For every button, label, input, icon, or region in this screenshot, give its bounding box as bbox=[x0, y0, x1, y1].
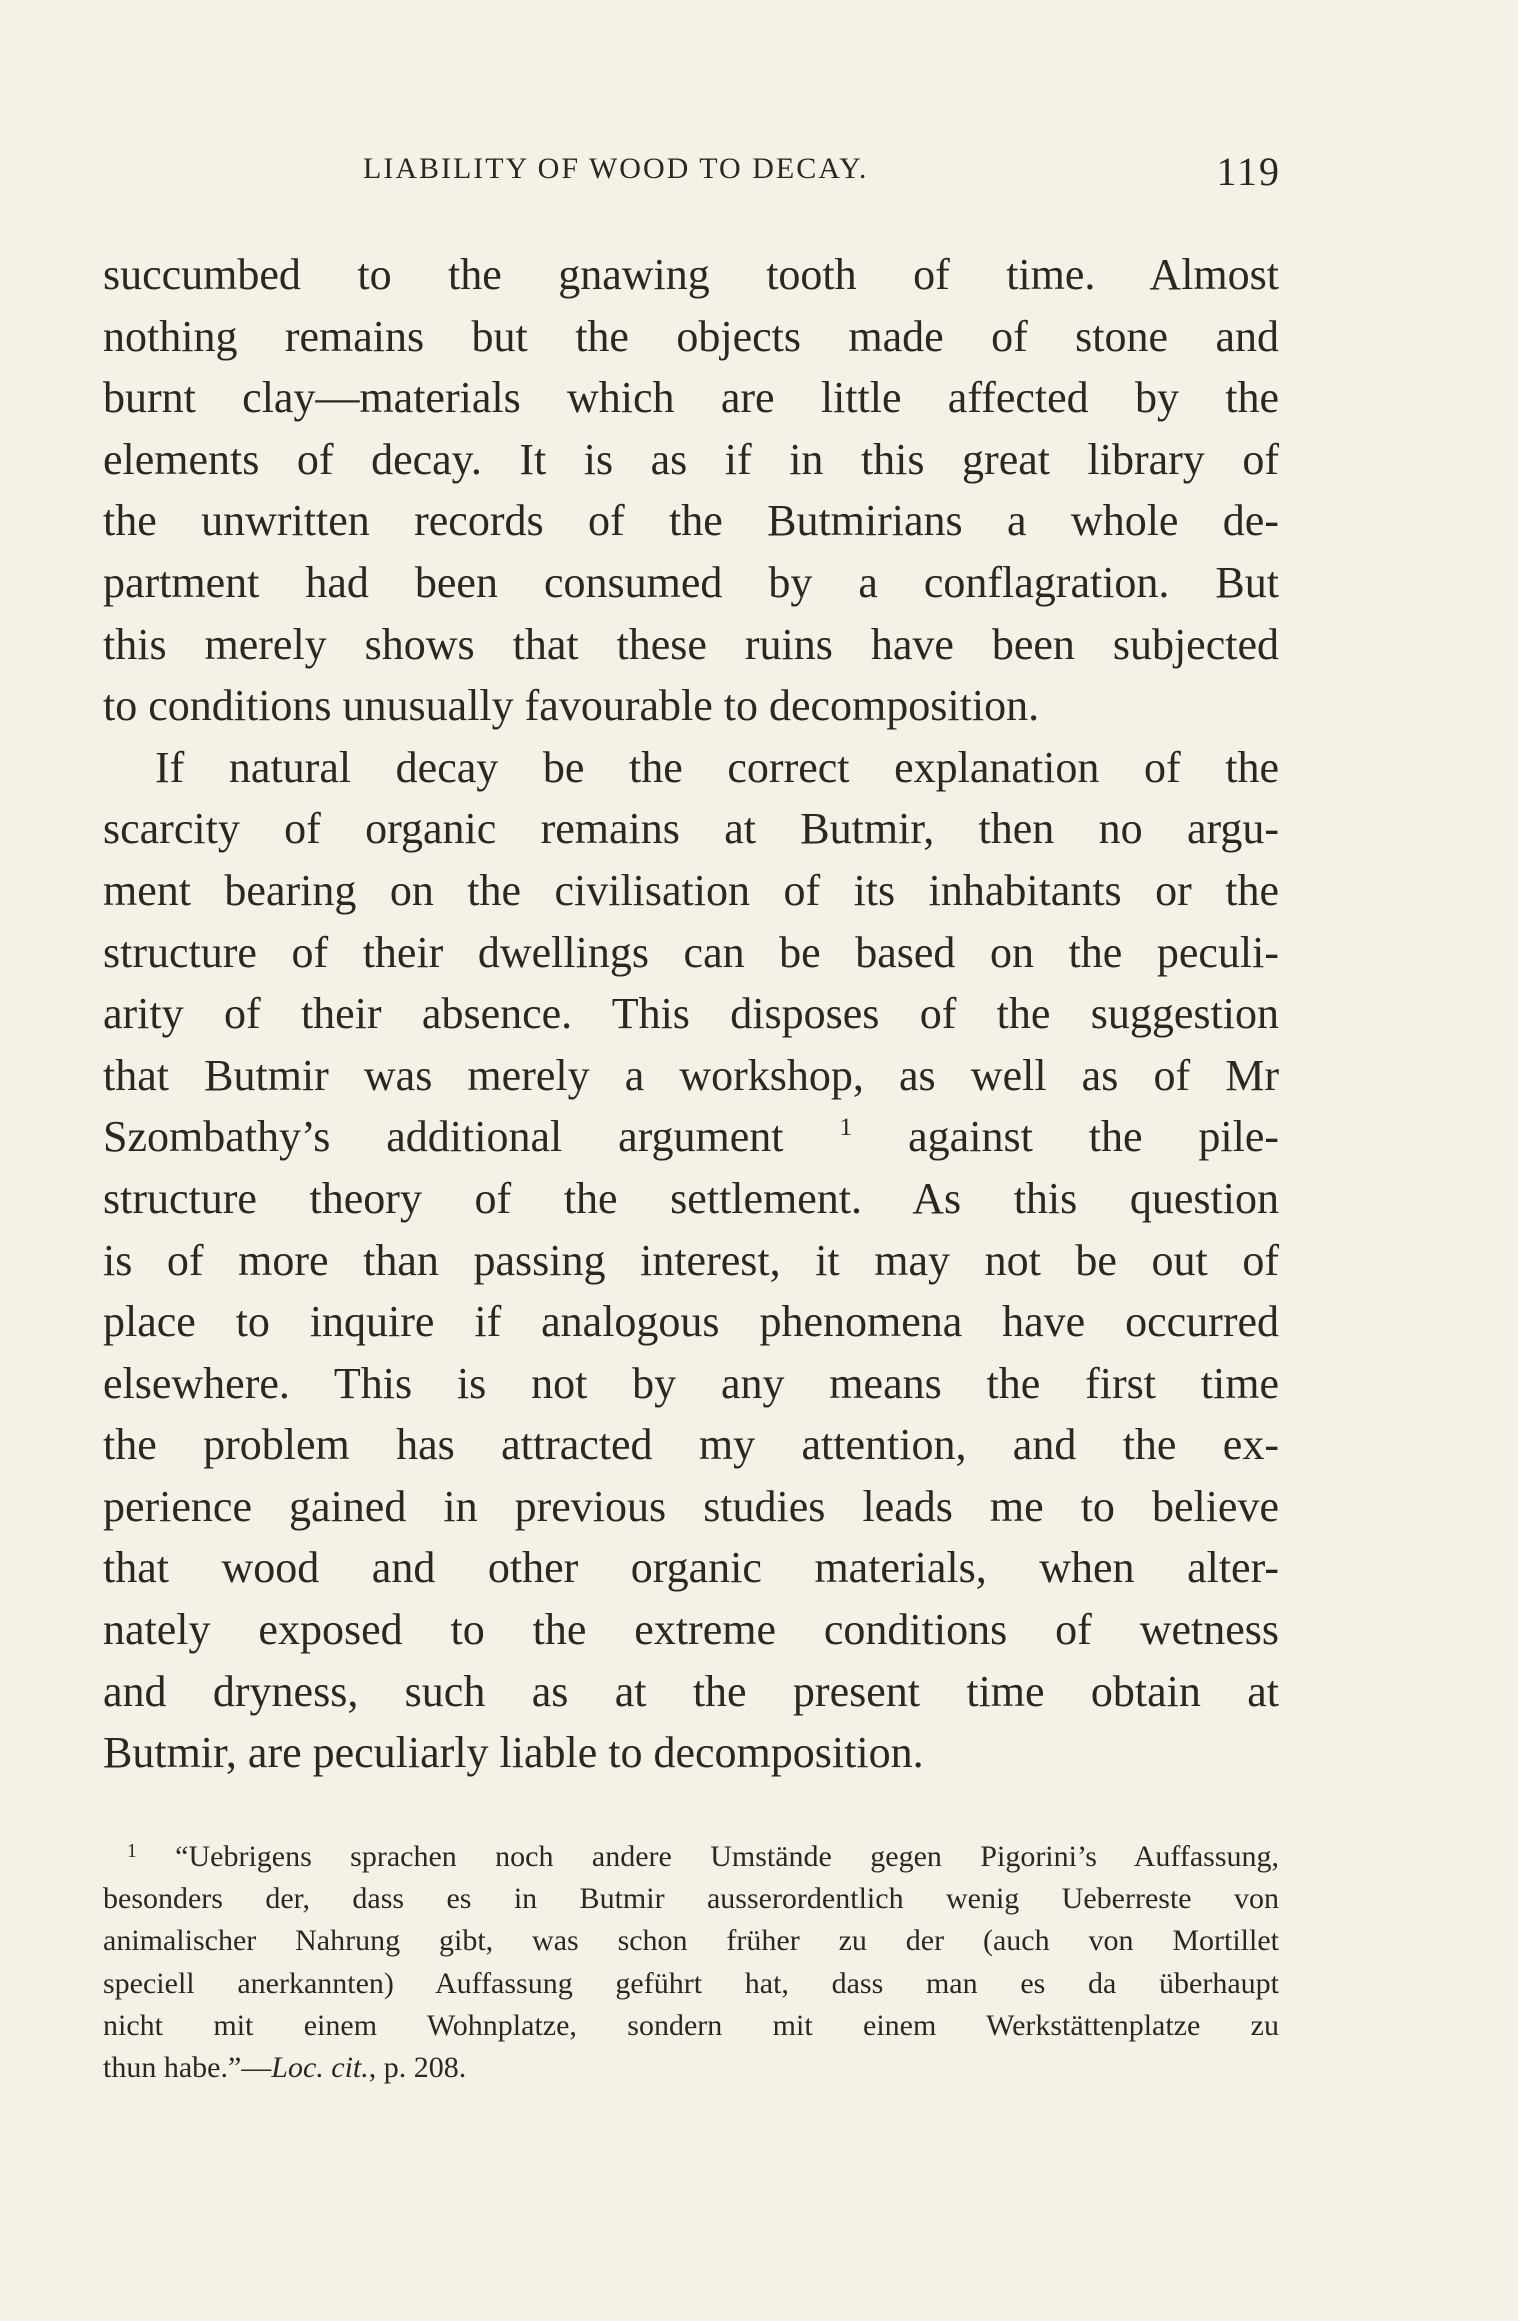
body-line: elements of decay. It is as if in this great library of bbox=[103, 434, 1279, 484]
body-line: is of more than passing interest, it may not be out of bbox=[103, 1235, 1279, 1285]
body-line: the unwritten records of the Butmirians a whole de- bbox=[103, 496, 1279, 546]
running-head bbox=[99, 148, 1281, 196]
footnote-line bbox=[103, 1836, 1279, 1878]
body-line: that wood and other organic materials, when alter- bbox=[103, 1543, 1279, 1593]
body-line: ment bearing on the civilisation of its inhabitants or the bbox=[103, 865, 1279, 915]
body-line: the problem has attracted my attention, and the ex- bbox=[103, 1420, 1279, 1470]
body-line: succumbed to the gnawing tooth of time. Almost bbox=[103, 250, 1279, 299]
footnote-marker: 1 bbox=[127, 1841, 137, 1863]
body-line-with-note bbox=[103, 1106, 1279, 1168]
paragraph-end-line: Butmir, are peculiarly liable to decomposition. bbox=[103, 1728, 924, 1778]
footnote-reference: 1 bbox=[839, 1112, 853, 1142]
body-text bbox=[103, 244, 1279, 1784]
body-line: perience gained in previous studies leads me to believe bbox=[103, 1481, 1279, 1531]
footnote-line: speciell anerkannten) Auffassung geführt hat, dass man es da überhaupt bbox=[103, 1966, 1279, 2000]
footnote-line: nicht mit einem Wohnplatze, sondern mit einem Werkstättenplatze zu bbox=[103, 2008, 1279, 2042]
body-line: elsewhere. This is not by any means the first time bbox=[103, 1358, 1279, 1408]
footnote-citation: Loc. cit. bbox=[271, 2050, 369, 2084]
body-line: that Butmir was merely a workshop, as well as of Mr bbox=[103, 1050, 1279, 1100]
paragraph-end-line: to conditions unusually favourable to decomposition. bbox=[103, 681, 1040, 731]
body-line: structure of their dwellings can be based on the peculi- bbox=[103, 927, 1279, 977]
running-title: LIABILITY OF WOOD TO DECAY. bbox=[363, 152, 869, 185]
body-line: scarcity of organic remains at Butmir, then no argu- bbox=[103, 804, 1279, 854]
body-line: place to inquire if analogous phenomena have occurred bbox=[103, 1297, 1279, 1347]
body-line: burnt clay—materials which are little affected by the bbox=[103, 373, 1279, 423]
body-line: and dryness, such as at the present time obtain at bbox=[103, 1666, 1279, 1716]
page-number: 119 bbox=[1216, 149, 1281, 194]
body-line: partment had been consumed by a conflagration. But bbox=[103, 557, 1279, 607]
line-text-after-note: against the pile- bbox=[908, 1112, 1280, 1162]
body-line: this merely shows that these ruins have been subjected bbox=[103, 619, 1279, 669]
footnote-text: “Uebrigens sprachen noch andere Umstände gegen Pigorini’s Auffassung, bbox=[175, 1840, 1279, 1873]
paragraph-start-line: If natural decay be the correct explanation of the bbox=[155, 742, 1279, 792]
footnote-last-line bbox=[103, 2047, 1279, 2089]
body-line: nately exposed to the extreme conditions of wetness bbox=[103, 1605, 1279, 1655]
footnotes bbox=[103, 1836, 1279, 2089]
footnote-line: besonders der, dass es in Butmir ausserordentlich wenig Ueberreste von bbox=[103, 1882, 1279, 1916]
footnote-line: animalischer Nahrung gibt, was schon früher zu der (auch von Mortillet bbox=[103, 1924, 1279, 1958]
body-line: nothing remains but the objects made of stone and bbox=[103, 311, 1279, 361]
body-line: arity of their absence. This disposes of the suggestion bbox=[103, 989, 1279, 1039]
footnote-page-reference: , p. 208. bbox=[368, 2050, 467, 2084]
line-text-before-note: Szombathy’s additional argument bbox=[103, 1112, 784, 1162]
footnote-text: thun habe.”— bbox=[103, 2050, 272, 2084]
body-line: structure theory of the settlement. As this question bbox=[103, 1173, 1279, 1223]
